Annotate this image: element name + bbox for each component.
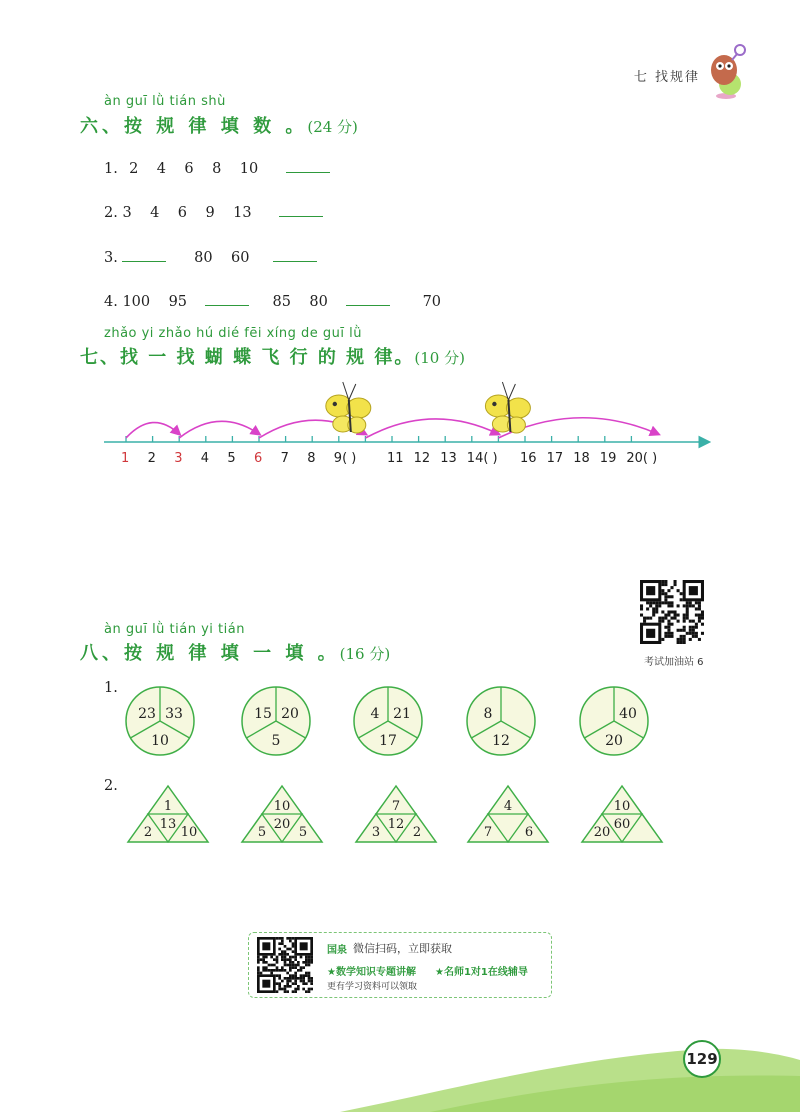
- seq-value: 2: [129, 161, 139, 177]
- number-circle: [467, 687, 535, 755]
- number-triangle: [356, 786, 436, 842]
- qr-code-icon[interactable]: [640, 580, 704, 644]
- seq-value: 80: [194, 250, 213, 266]
- number-line-label: 9( ): [333, 451, 357, 466]
- item-number: 1.: [104, 161, 118, 177]
- number-line-label: 20( ): [626, 451, 658, 466]
- triangle-number: 6: [524, 825, 534, 840]
- answer-blank[interactable]: [122, 247, 166, 262]
- seq-value: 4: [156, 161, 166, 177]
- number-circle: [354, 687, 422, 755]
- row1-label: 1.: [104, 680, 118, 696]
- triangle-number: 4: [503, 799, 513, 814]
- number-line-label: 1: [121, 451, 130, 466]
- seq-value: 100: [122, 294, 151, 310]
- circle-number: 4: [370, 706, 380, 722]
- circle-number: 33: [165, 706, 183, 722]
- triangle-number: 1: [163, 799, 173, 814]
- sequence-row-3: [104, 247, 317, 266]
- section7-score: (10 分): [414, 349, 465, 367]
- number-line-label: 19: [599, 451, 617, 466]
- number-circle: [580, 687, 648, 755]
- triangle-number: 10: [613, 799, 631, 814]
- promo-line3: 更有学习资料可以领取: [327, 982, 418, 992]
- chapter-title: 七 找规律: [633, 70, 700, 85]
- triangle-number: 3: [371, 825, 381, 840]
- seq-value: 95: [168, 294, 188, 310]
- triangle-number: 10: [273, 799, 291, 814]
- sequence-row-2: [104, 202, 323, 221]
- circle-number: 10: [151, 733, 169, 749]
- circle-number: 20: [605, 733, 623, 749]
- number-line-label: 11: [387, 451, 404, 466]
- triangle-number: 20: [593, 825, 611, 840]
- promo-item2: ★名师1对1在线辅导: [435, 967, 528, 978]
- number-triangle: [242, 786, 322, 842]
- section8-pinyin: àn guī lǜ tián yi tián: [104, 622, 245, 637]
- section7-title: [80, 343, 465, 369]
- triangle-number: 5: [298, 825, 308, 840]
- number-line-label: 4: [200, 451, 210, 466]
- section7-pinyin: zhǎo yi zhǎo hú dié fēi xíng de guī lǜ: [104, 326, 362, 341]
- answer-blank[interactable]: [286, 158, 330, 173]
- number-line-label: 3: [174, 451, 183, 466]
- item-number: 3.: [104, 250, 118, 266]
- circle-number: 5: [271, 733, 281, 749]
- section8-title-text: 八、按 规 律 填 一 填 。: [80, 643, 340, 664]
- answer-blank[interactable]: [346, 291, 390, 306]
- seq-value: 9: [205, 205, 215, 221]
- section6-pinyin: àn guī lǜ tián shù: [104, 94, 226, 109]
- number-triangle: [468, 786, 548, 842]
- number-circle: [126, 687, 194, 755]
- seq-value: 8: [212, 161, 222, 177]
- number-line-label: 14( ): [466, 451, 498, 466]
- circle-number: 8: [483, 706, 493, 722]
- butterfly-icon: [485, 382, 530, 433]
- jump-arc: [126, 423, 179, 438]
- section8-score: (16 分): [339, 645, 391, 663]
- number-line-label: 2: [147, 451, 156, 466]
- section6-title-text: 六、按 规 律 填 数 。: [80, 116, 308, 137]
- jump-arc: [365, 419, 498, 438]
- seq-value: 70: [422, 294, 442, 310]
- answer-blank[interactable]: [273, 247, 317, 262]
- number-line-label: 13: [440, 451, 457, 466]
- puzzle-shapes: [0, 680, 800, 860]
- seq-value: 13: [233, 205, 252, 221]
- promo-item1: ★数学知识专题讲解: [327, 967, 416, 978]
- triangle-number: 5: [257, 825, 267, 840]
- sequence-row-1: [104, 158, 330, 177]
- promo-line1: 微信扫码，立即获取: [353, 942, 452, 955]
- circle-number: 23: [138, 706, 156, 722]
- section6-score: (24 分): [307, 118, 358, 136]
- jump-arcs: [126, 418, 658, 438]
- mascot-icon: [700, 40, 752, 100]
- seq-value: 4: [150, 205, 160, 221]
- number-line-label: 17: [546, 451, 564, 466]
- qr-label: 考试加油站 6: [644, 657, 704, 668]
- number-triangle: [128, 786, 208, 842]
- promo-qr-code-icon[interactable]: [257, 937, 313, 993]
- number-triangle: [582, 786, 662, 842]
- triangle-number: 12: [387, 817, 405, 832]
- triangle-number: 60: [613, 817, 631, 832]
- number-line-label: 8: [307, 451, 316, 466]
- item-number: 2.: [104, 205, 118, 221]
- number-line-label: 12: [413, 451, 431, 466]
- number-circle: [242, 687, 310, 755]
- number-line-label: 7: [280, 451, 289, 466]
- answer-blank[interactable]: [279, 202, 323, 217]
- section8-title: [80, 639, 390, 665]
- seq-value: 80: [309, 294, 328, 310]
- promo-box: [248, 932, 552, 998]
- triangle-number: 7: [391, 799, 401, 814]
- seq-value: 6: [184, 161, 194, 177]
- seq-value: 6: [177, 205, 188, 221]
- circle-number: 12: [492, 733, 510, 749]
- number-line-label: 16: [520, 451, 537, 466]
- triangle-number: 10: [180, 825, 198, 840]
- seq-value: 10: [239, 161, 259, 177]
- triangle-number: 7: [483, 825, 493, 840]
- triangle-number: 20: [273, 817, 291, 832]
- section6-title: [80, 112, 358, 138]
- triangle-number: 2: [412, 825, 422, 840]
- circle-number: 40: [619, 706, 637, 722]
- bottom-wave: [0, 1020, 800, 1112]
- seq-value: 3: [122, 205, 132, 221]
- page-number: 129: [683, 1040, 721, 1078]
- answer-blank[interactable]: [205, 291, 249, 306]
- number-line-label: 5: [227, 451, 236, 466]
- butterflies: [326, 382, 531, 433]
- butterfly-icon: [326, 382, 371, 433]
- promo-logo: 国泉: [327, 945, 347, 956]
- jump-arc: [179, 421, 259, 438]
- sequence-row-4: [104, 291, 441, 310]
- triangle-number: 13: [159, 817, 177, 832]
- number-line-label: 6: [254, 451, 263, 466]
- tick-marks: [126, 436, 631, 442]
- circle-number: 17: [379, 733, 397, 749]
- section7-title-text: 七、找 一 找 蝴 蝶 飞 行 的 规 律。: [80, 347, 415, 368]
- seq-value: 85: [272, 294, 291, 310]
- circle-number: 20: [281, 706, 299, 722]
- circle-number: 15: [254, 706, 272, 722]
- item-number: 4.: [104, 294, 118, 310]
- row2-label: 2.: [104, 778, 118, 794]
- circle-number: 21: [393, 706, 411, 722]
- triangle-number: 2: [143, 825, 153, 840]
- seq-value: 60: [231, 250, 250, 266]
- number-line-label: 18: [573, 451, 590, 466]
